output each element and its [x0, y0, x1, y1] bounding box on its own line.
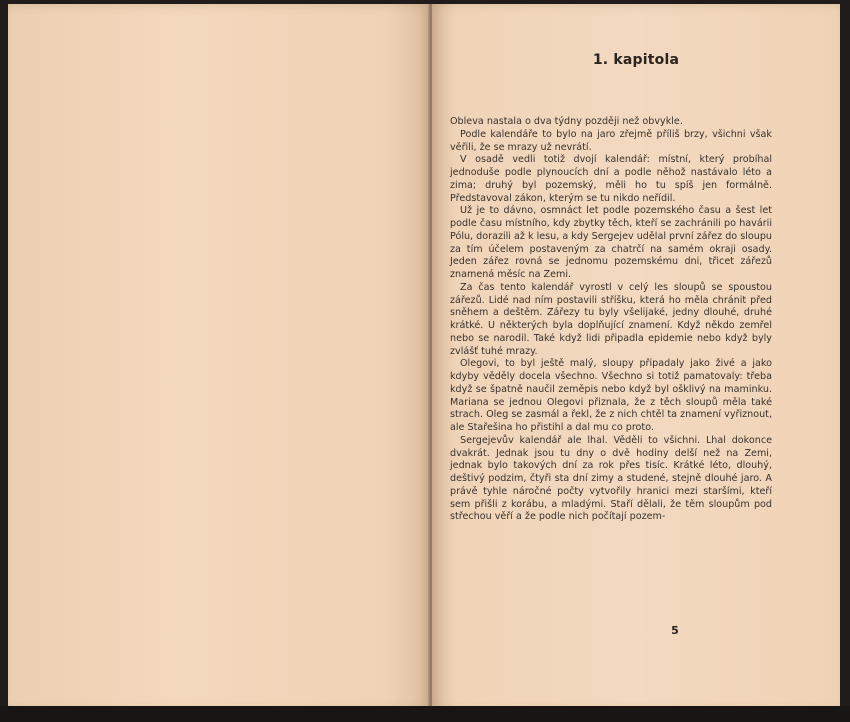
- paragraph-2: Podle kalendáře to bylo na jaro zřejmě příliš brzy, všichni však věřili, že se mrazy už nevrátí.: [450, 128, 772, 153]
- chapter-title: 1. kapitola: [592, 52, 680, 68]
- page-number: 5: [671, 624, 679, 637]
- left-page-blank: [8, 4, 430, 710]
- paragraph-4: Už je to dávno, osmnáct let podle pozemského času a šest let podle času místního, kdy zbytky těch, kteří se zachránili po havárii Pólu, dorazili až k lesu, a kdy Sergejev udělal první zářez do sloupu za tím účelem postaveným za chatrčí na samém okraji osady. Jeden zářez rovná se jednomu pozemskému dni, třicet zářezů znamená měsíc na Zemi.: [450, 205, 772, 280]
- paragraph-1: Obleva nastala o dva týdny později než obvykle.: [450, 116, 683, 127]
- chapter-text: [450, 116, 772, 524]
- table-surface: [0, 706, 850, 722]
- paragraph-3: V osadě vedli totiž dvojí kalendář: místní, který probíhal jednoduše podle plynoucích dní a podle něhož nastávalo léto a zima; druhý byl pozemský, měli ho tu spíš jen formálně. Představoval zákon, kterým se tu nikdo neřídil.: [450, 154, 772, 204]
- paragraph-6: Olegovi, to byl ještě malý, sloupy připadaly jako živé a jako kdyby věděly docela všechno. Všechno si totiž pamatovaly: třeba když se špatně naučil zeměpis nebo když byl ošklivý na maminku. Mariana se jednou Olegovi přiznala, že z těch sloupů měla také strach. Oleg se zasmál a řekl, že z nich chtěl ta znamení vyřiznout, ale Stařešina ho přistihl a dal mu co proto.: [450, 358, 772, 433]
- paragraph-5: Za čas tento kalendář vyrostl v celý les sloupů se spoustou zářezů. Lidé nad ním postavili stříšku, která ho měla chránit před sněhem a deštěm. Zářezy tu byly všelijaké, jedny dlouhé, druhé krátké. U některých byla doplňující znamení. Když někdo zemřel nebo se narodil. Také když lidi připadla epidemie nebo když byly zvlášť tuhé mrazy.: [450, 281, 772, 357]
- paragraph-7: Sergejevův kalendář ale lhal. Věděli to všichni. Lhal dokonce dvakrát. Jednak jsou tu dny o dvě hodiny delší než na Zemi, jednak bylo takových dní za rok přes tisíc. Krátké léto, dlouhý, deštivý podzim, čtyři sta dní zimy a studené, stejně dlouhé jaro. A právě tyhle náročné počty vytvořily hranici mezi staršími, kteří sem přišli z korábu, a mladými. Staří dělali, že těm sloupům pod střechou věří a že podle nich počítají pozem-: [450, 434, 772, 523]
